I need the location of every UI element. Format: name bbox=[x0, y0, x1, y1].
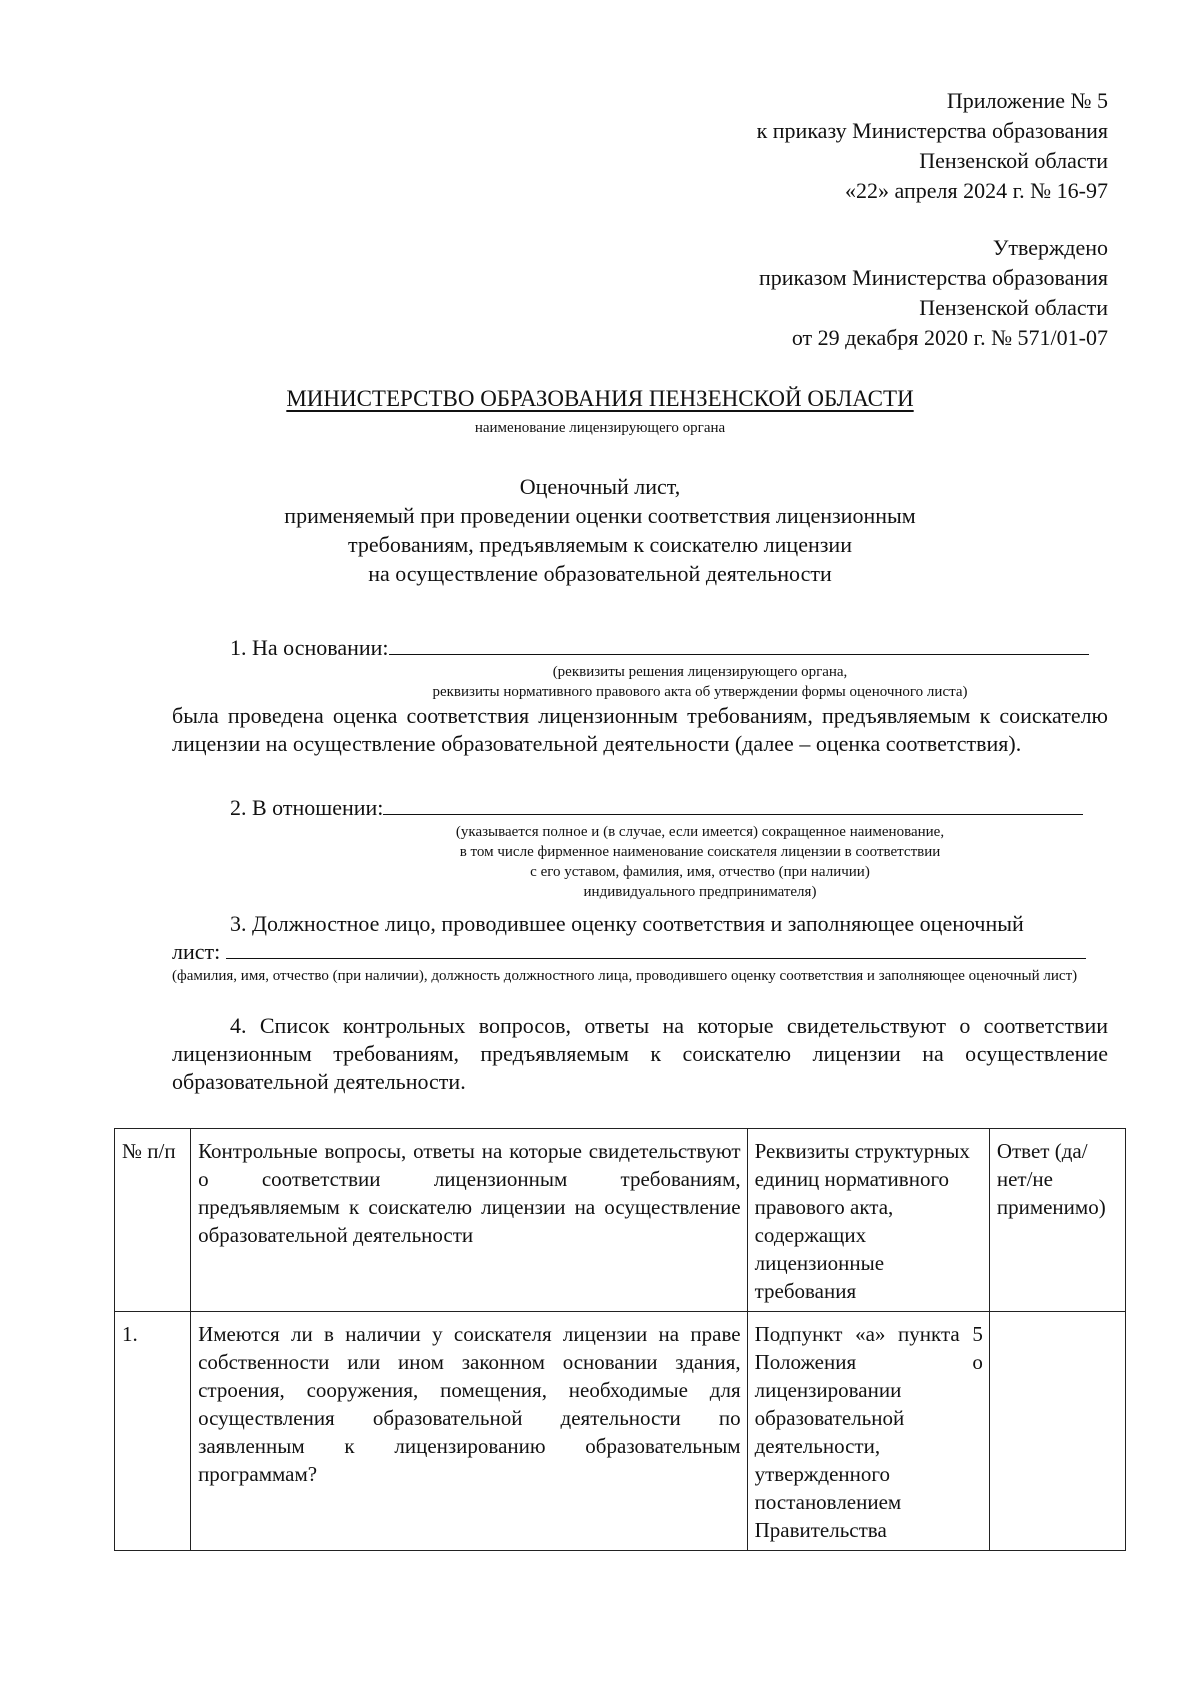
licensing-authority-name: МИНИСТЕРСТВО ОБРАЗОВАНИЯ ПЕНЗЕНСКОЙ ОБЛАСТИ bbox=[286, 386, 914, 411]
header-reference: Реквизиты структурных единиц нормативного правового акта, содержащих лицензионные требования bbox=[747, 1129, 989, 1312]
section-2-caption: (указывается полное и (в случае, если имеется) сокращенное наименование, в том числе фирменное наименование соискателя лицензии в соответствии с его уставом, фамилия, имя, отчество (при наличии) индивидуального предпринимателя) bbox=[455, 824, 945, 900]
section-3-label: лист: bbox=[172, 939, 221, 964]
approval-line: от 29 декабря 2020 г. № 571/01-07 bbox=[791, 325, 1108, 350]
title-line: Оценочный лист, bbox=[519, 474, 681, 499]
table-header-row bbox=[115, 1129, 1126, 1312]
header-question: Контрольные вопросы, ответы на которые свидетельствуют о соответствии лицензионным требованиям, предъявляемым к соискателю лицензии на осуществление образовательной деятельности bbox=[191, 1129, 748, 1312]
section-1-label: 1. На основании: bbox=[230, 635, 389, 660]
appendix-line: к приказу Министерства образования bbox=[756, 118, 1108, 143]
approval-line: Утверждено bbox=[992, 235, 1108, 260]
document-title bbox=[0, 472, 1200, 588]
section-1-caption: (реквизиты решения лицензирующего органа, реквизиты нормативного правового акта об утверждении формы оценочного листа) bbox=[432, 664, 968, 700]
appendix-line: Пензенской области bbox=[919, 148, 1108, 173]
section-subject bbox=[172, 794, 1108, 902]
appendix-reference bbox=[757, 86, 1108, 206]
section-1-text: была проведена оценка соответствия лицензионным требованиям, предъявляемым к соискателю лицензии на осуществление образовательной деятельности (далее – оценка соответствия). bbox=[172, 703, 1108, 756]
appendix-line: Приложение № 5 bbox=[946, 88, 1108, 113]
row-number: 1. bbox=[115, 1312, 191, 1551]
approval-line: Пензенской области bbox=[919, 295, 1108, 320]
row-question: Имеются ли в наличии у соискателя лицензии на праве собственности или ином законном основании здания, строения, сооружения, помещения, необходимые для осуществления образовательной деятельности по заявленным к лицензированию образовательным программам? bbox=[191, 1312, 748, 1551]
section-4-text: 4. Список контрольных вопросов, ответы на которые свидетельствуют о соответствии лицензионным требованиям, предъявляемым к соискателю лицензии на осуществление образовательной деятельности. bbox=[172, 1013, 1108, 1094]
appendix-line: «22» апреля 2024 г. № 16-97 bbox=[845, 178, 1108, 203]
table-row bbox=[115, 1312, 1126, 1551]
section-official bbox=[172, 910, 1108, 986]
basis-fill-line[interactable] bbox=[389, 634, 1089, 655]
row-answer[interactable] bbox=[989, 1312, 1125, 1551]
section-basis bbox=[172, 634, 1108, 758]
approval-reference bbox=[759, 233, 1108, 353]
official-fill-line[interactable] bbox=[226, 938, 1086, 959]
checklist-table bbox=[114, 1128, 1126, 1551]
section-2-label: 2. В отношении: bbox=[230, 795, 384, 820]
section-3-caption: (фамилия, имя, отчество (при наличии), должность должностного лица, проводившего оценку соответствия и заполняющее оценочный лист) bbox=[172, 968, 1078, 984]
header-number: № п/п bbox=[115, 1129, 191, 1312]
licensing-authority-caption: наименование лицензирующего органа bbox=[474, 420, 726, 436]
approval-line: приказом Министерства образования bbox=[758, 265, 1108, 290]
section-questions bbox=[172, 1012, 1108, 1096]
subject-fill-line[interactable] bbox=[383, 794, 1083, 815]
title-line: применяемый при проведении оценки соответствия лицензионным bbox=[284, 503, 916, 528]
header-answer: Ответ (да/нет/не применимо) bbox=[989, 1129, 1125, 1312]
title-line: требованиям, предъявляемым к соискателю лицензии bbox=[348, 532, 852, 557]
title-line: на осуществление образовательной деятельности bbox=[368, 561, 832, 586]
section-3-text: 3. Должностное лицо, проводившее оценку соответствия и заполняющее оценочный bbox=[230, 911, 1024, 936]
row-reference: Подпункт «а» пункта 5 Положения о лицензировании образовательной деятельности, утвержденного постановлением Правительства bbox=[747, 1312, 989, 1551]
